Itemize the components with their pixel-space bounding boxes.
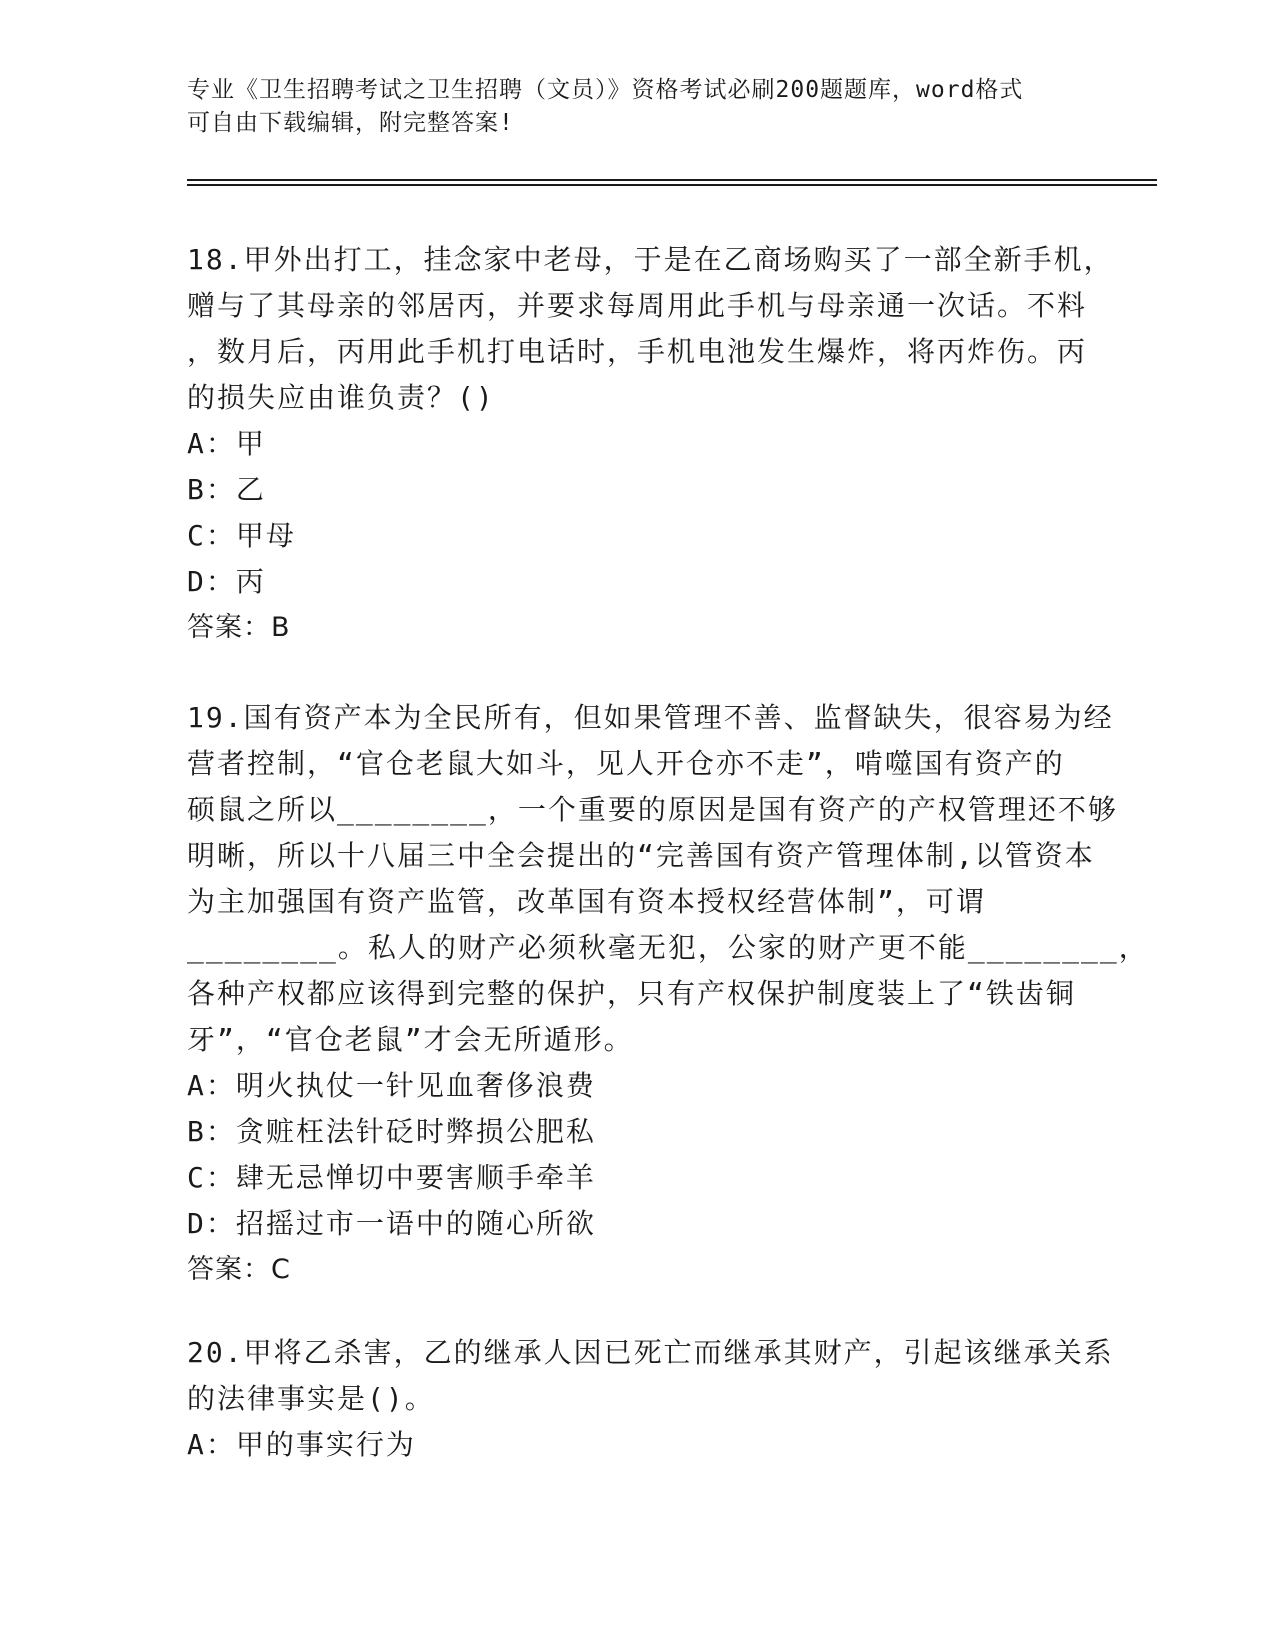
option-b: B：贪赃枉法针砭时弊损公肥私: [187, 1115, 596, 1148]
header-divider: [187, 179, 1157, 181]
question-19: [187, 695, 1149, 1293]
question-text-line: 的法律事实是()。: [187, 1382, 435, 1415]
option-c: C：甲母: [187, 519, 296, 552]
answer: 答案：C: [187, 1254, 291, 1285]
header-line: 可自由下载编辑，附完整答案!: [187, 110, 514, 136]
question-text-line: 明晰，所以十八届三中全会提出的“完善国有资产管理体制,以管资本: [187, 839, 1095, 872]
option-a: A：明火执仗一针见血奢侈浪费: [187, 1069, 596, 1102]
question-20: [187, 1330, 1114, 1468]
question-18: [187, 237, 1114, 651]
question-text-line: 20.甲将乙杀害，乙的继承人因已死亡而继承其财产，引起该继承关系: [187, 1336, 1114, 1369]
option-a: A：甲的事实行为: [187, 1428, 416, 1461]
question-text-line: 18.甲外出打工，挂念家中老母，于是在乙商场购买了一部全新手机，: [187, 243, 1114, 276]
question-text-line: 为主加强国有资产监管，改革国有资本授权经营体制”，可谓: [187, 885, 986, 918]
question-text-line: 各种产权都应该得到完整的保护，只有产权保护制度装上了“铁齿铜: [187, 977, 1076, 1010]
answer: 答案：B: [187, 612, 291, 643]
question-text-line: 营者控制，“官仓老鼠大如斗，见人开仓亦不走”，啃噬国有资产的: [187, 747, 1065, 780]
question-text-line: 的损失应由谁负责？(): [187, 381, 495, 414]
question-text-line: 19.国有资产本为全民所有，但如果管理不善、监督缺失，很容易为经: [187, 701, 1114, 734]
question-text-line: 硕鼠之所以________，一个重要的原因是国有资产的产权管理还不够: [187, 793, 1118, 826]
question-text-line: ，数月后，丙用此手机打电话时，手机电池发生爆炸，将丙炸伤。丙: [187, 335, 1088, 368]
header-line: 专业《卫生招聘考试之卫生招聘（文员）》资格考试必刷200题题库，word格式: [187, 77, 1024, 103]
question-text-line: 牙”，“官仓老鼠”才会无所遁形。: [187, 1023, 634, 1056]
option-b: B：乙: [187, 473, 266, 506]
document-header: [187, 74, 1067, 140]
option-d: D：丙: [187, 565, 266, 598]
option-c: C：肆无忌惮切中要害顺手牵羊: [187, 1161, 596, 1194]
question-text-line: ________。私人的财产必须秋毫无犯，公家的财产更不能________，: [187, 931, 1149, 964]
option-a: A：甲: [187, 427, 266, 460]
option-d: D：招摇过市一语中的随心所欲: [187, 1207, 596, 1240]
header-divider: [187, 184, 1157, 186]
question-text-line: 赠与了其母亲的邻居丙，并要求每周用此手机与母亲通一次话。不料: [187, 289, 1088, 322]
